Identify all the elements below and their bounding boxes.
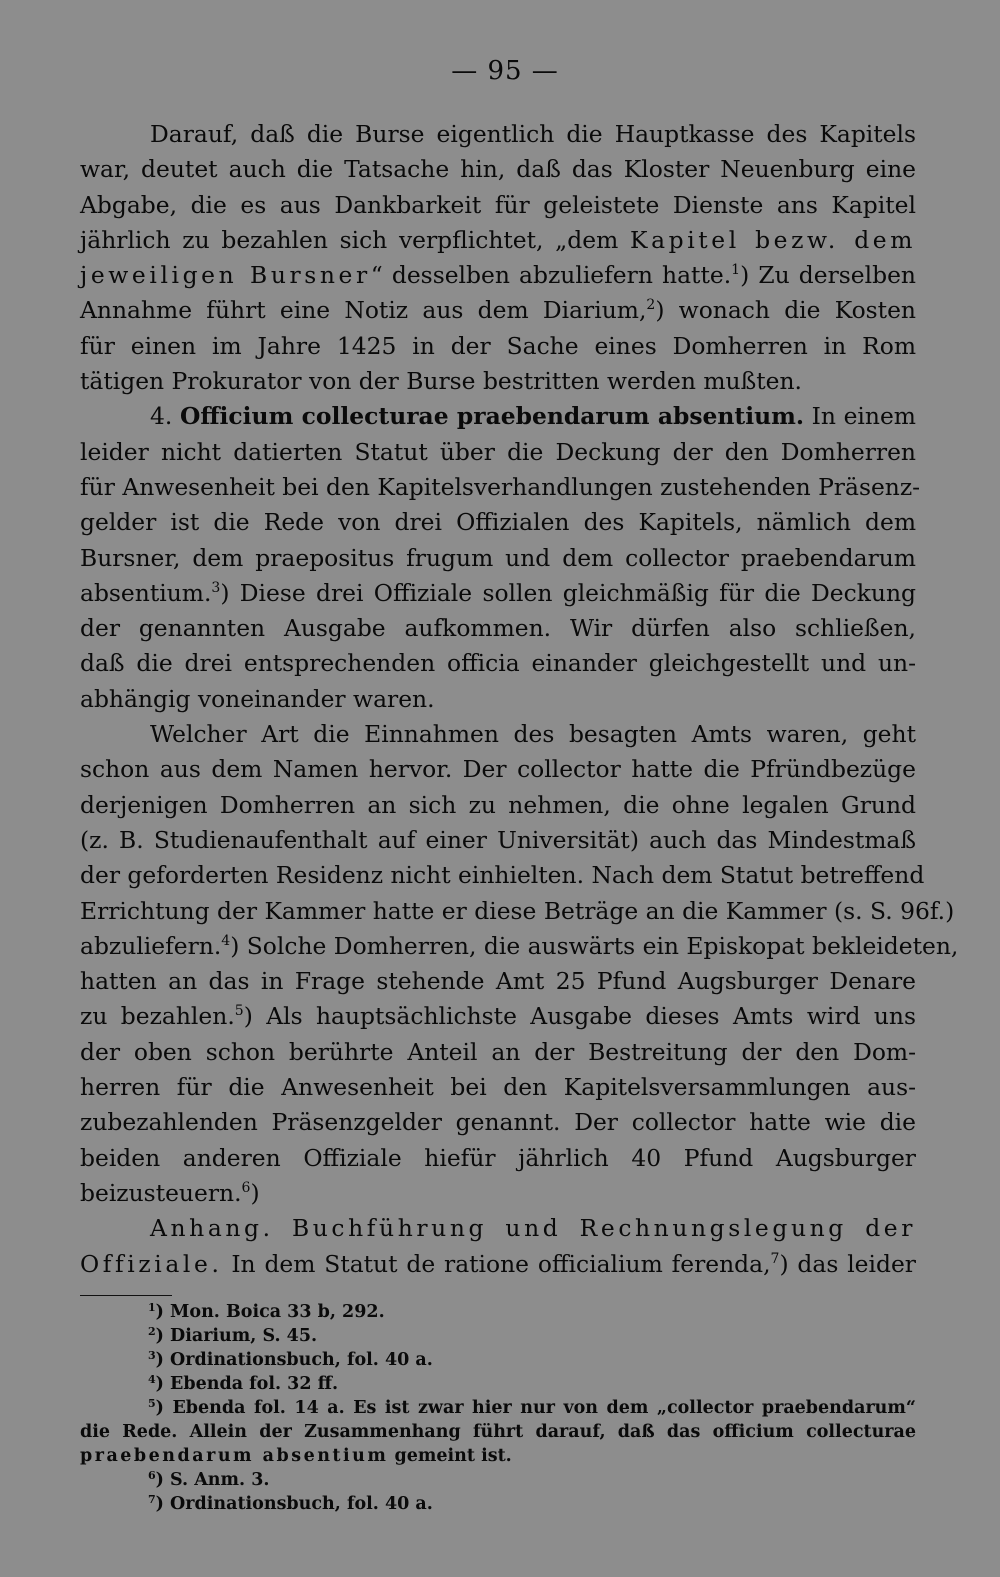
text-line: Abgabe, die es aus Dankbarkeit für geleistete Dienste ans Kapitel bbox=[80, 190, 916, 219]
footnote-3 bbox=[80, 1348, 916, 1372]
footnote-2 bbox=[80, 1324, 916, 1348]
footnote-ref: 7 bbox=[770, 1250, 780, 1267]
text-line: schon aus dem Namen hervor. Der collector hatte die Pfründbezüge bbox=[80, 755, 916, 784]
paragraph-burse bbox=[80, 117, 916, 399]
text-line: Welcher Art die Einnahmen des besagten Amts waren, geht bbox=[150, 720, 916, 749]
footnote-text: ) Ebenda fol. 32 ff. bbox=[155, 1374, 339, 1394]
paragraph-anhang bbox=[80, 1211, 916, 1282]
paragraph-officium bbox=[80, 399, 921, 717]
main-text bbox=[80, 117, 959, 1282]
footnote-number: 1 bbox=[148, 1301, 156, 1314]
text-line: der geforderten Residenz nicht einhielten. Nach dem Statut betreffend bbox=[80, 861, 925, 890]
spaced-text: Offiziale. bbox=[80, 1249, 223, 1278]
footnote-7 bbox=[80, 1492, 916, 1516]
text-run: ) bbox=[250, 1178, 260, 1207]
footnote-number: 4 bbox=[148, 1373, 156, 1386]
text-line: Errichtung der Kammer hatte er diese Beträge an die Kammer (s. S. 96f.) bbox=[80, 896, 955, 925]
text-line bbox=[80, 293, 916, 328]
text-run: ) Solche Domherren, die auswärts ein Episkopat bekleideten, bbox=[230, 931, 959, 960]
footnote-text: ) Mon. Boica 33 b, 292. bbox=[155, 1302, 385, 1322]
text-run: ) Diese drei Offiziale sollen gleichmäßig für die Deckung bbox=[220, 578, 916, 607]
text-run: beizusteuern. bbox=[80, 1178, 242, 1207]
page-number: — 95 — bbox=[451, 56, 559, 86]
text-line: daß die drei entsprechenden officia einander gleichgestellt und un- bbox=[80, 649, 916, 678]
spaced-text: Kapitel bezw. dem bbox=[630, 225, 917, 254]
text-line: tätigen Prokurator von der Burse bestritten werden mußten. bbox=[80, 367, 802, 396]
text-run: In dem Statut de ratione officialium ferenda, bbox=[222, 1249, 771, 1278]
text-line bbox=[80, 929, 959, 964]
text-line: für einen im Jahre 1425 in der Sache eines Domherren in Rom bbox=[80, 331, 916, 360]
footnote-ref: 6 bbox=[241, 1179, 251, 1196]
text-run: absentium. bbox=[80, 578, 212, 607]
footnote-text: ) Ordinationsbuch, fol. 40 a. bbox=[155, 1350, 433, 1370]
text-run: abzuliefern. bbox=[80, 931, 222, 960]
text-run: jährlich zu bezahlen sich verpflichtet, „dem bbox=[80, 225, 630, 254]
footnote-6 bbox=[80, 1468, 916, 1492]
text-run: ) Als hauptsächlichste Ausgabe dieses Amts wird uns bbox=[243, 1002, 917, 1031]
footnotes bbox=[80, 1300, 916, 1516]
footnote-1 bbox=[80, 1300, 916, 1324]
spaced-text: jeweiligen Bursner bbox=[80, 261, 371, 290]
footnote-number: 7 bbox=[148, 1493, 156, 1506]
text-line: war, deutet auch die Tatsache hin, daß das Kloster Neuenburg eine bbox=[80, 155, 916, 184]
text-line: der genannten Ausgabe aufkommen. Wir dürfen also schließen, bbox=[80, 614, 916, 643]
footnote-text: ) Ordinationsbuch, fol. 40 a. bbox=[155, 1494, 433, 1514]
footnote-ref: 4 bbox=[221, 932, 231, 949]
text-line bbox=[80, 576, 916, 611]
text-run: zu bezahlen. bbox=[80, 1002, 235, 1031]
text-line: Darauf, daß die Burse eigentlich die Hauptkasse des Kapitels bbox=[150, 120, 916, 148]
footnote-ref: 5 bbox=[234, 1003, 244, 1020]
footnote-text: ) S. Anm. 3. bbox=[155, 1470, 270, 1490]
text-line bbox=[80, 999, 916, 1034]
text-line bbox=[80, 223, 916, 258]
footnote-number: 2 bbox=[148, 1325, 156, 1338]
text-line: gelder ist die Rede von drei Offizialen des Kapitels, nämlich dem bbox=[80, 508, 916, 537]
spaced-text: praebendarum absentium bbox=[80, 1446, 389, 1466]
text-run: ) Zu derselben bbox=[740, 261, 917, 290]
text-line bbox=[80, 1176, 916, 1211]
text-line: der oben schon berührte Anteil an der Bestreitung der den Dom- bbox=[80, 1037, 916, 1066]
footnote-text: ) Diarium, S. 45. bbox=[155, 1326, 318, 1346]
text-line: Bursner, dem praepositus frugum und dem collector praebendarum bbox=[80, 543, 916, 572]
paragraph-einnahmen bbox=[80, 717, 959, 1211]
text-line bbox=[80, 1247, 916, 1282]
text-line: abhängig voneinander waren. bbox=[80, 684, 435, 713]
text-line bbox=[80, 258, 916, 293]
footnote-ref: 1 bbox=[731, 262, 741, 279]
section-heading: Officium collecturae praebendarum absentium. bbox=[179, 402, 804, 431]
footnote-number: 3 bbox=[148, 1349, 156, 1362]
text-run: ) wonach die Kosten bbox=[655, 296, 916, 325]
footnote-ref: 3 bbox=[211, 579, 221, 596]
text-line: für Anwesenheit bei den Kapitelsverhandlungen zustehenden Präsenz- bbox=[80, 472, 921, 501]
text-run: Annahme führt eine Notiz aus dem Diarium, bbox=[80, 296, 647, 325]
text-line: leider nicht datierten Statut über die Deckung der den Domherren bbox=[80, 437, 916, 466]
footnote-text: ) Ebenda fol. 14 a. Es ist zwar hier nur von dem „collector praebendarum“ bbox=[155, 1398, 916, 1418]
text-line: (z. B. Studienaufenthalt auf einer Universität) auch das Mindestmaß bbox=[80, 825, 916, 854]
text-run: ) das leider bbox=[779, 1249, 916, 1278]
text-line: herren für die Anwesenheit bei den Kapitelsversammlungen aus- bbox=[80, 1073, 916, 1102]
text-line: zubezahlenden Präsenzgelder genannt. Der collector hatte wie die bbox=[80, 1108, 916, 1137]
text-line bbox=[80, 399, 916, 434]
footnote-divider bbox=[80, 1295, 172, 1296]
footnote-number: 5 bbox=[148, 1397, 156, 1410]
footnote-number: 6 bbox=[148, 1469, 156, 1482]
footnote-5-line: die Rede. Allein der Zusammenhang führt darauf, daß das officium collecturae bbox=[80, 1422, 916, 1442]
spaced-heading-line: Anhang. Buchführung und Rechnungslegung der bbox=[150, 1214, 916, 1243]
section-number: 4. bbox=[150, 402, 180, 431]
footnote-ref: 2 bbox=[646, 297, 656, 314]
text-line: beiden anderen Offiziale hiefür jährlich 40 Pfund Augsburger bbox=[80, 1143, 916, 1172]
footnote-4 bbox=[80, 1372, 916, 1396]
text-line: hatten an das in Frage stehende Amt 25 Pfund Augsburger Denare bbox=[80, 967, 916, 996]
text-run: In einem bbox=[803, 402, 916, 431]
footnote-5-line bbox=[80, 1444, 916, 1468]
footnote-text: gemeint ist. bbox=[388, 1446, 512, 1466]
text-line: derjenigen Domherren an sich zu nehmen, die ohne legalen Grund bbox=[80, 790, 916, 819]
footnote-5 bbox=[80, 1396, 916, 1420]
text-run: “ desselben abzuliefern hatte. bbox=[370, 261, 732, 290]
